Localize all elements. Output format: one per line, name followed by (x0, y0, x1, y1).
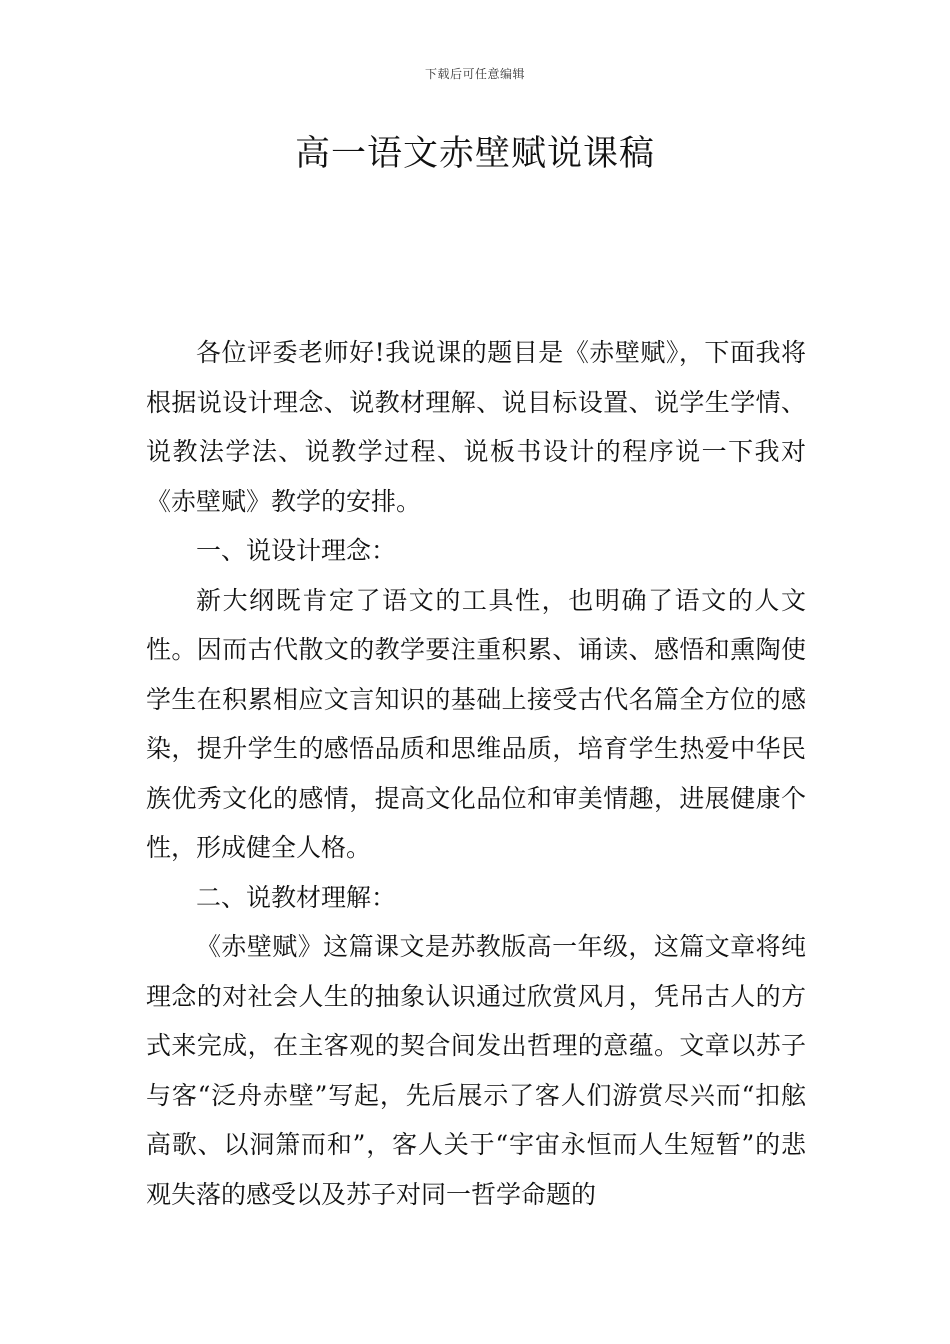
document-body (146, 328, 806, 1219)
document-title: 高一语文赤壁赋说课稿 (294, 134, 655, 174)
section-heading-design-concept: 一、说设计理念： (196, 536, 397, 565)
paragraph-textbook: 《赤壁赋》这篇课文是苏教版高一年级，这篇文章将纯理念的对社会人生的抽象认识通过欣赏风月，凭吊古人的方式来完成，在主客观的契合间发出哲理的意蕴。文章以苏子与客“泛舟赤壁”写起，先后展示了客人们游赏尽兴而“扣舷高歌、以洞箫而和”，客人关于“宇宙永恒而人生短暂”的悲观失落的感受以及苏子对同一哲学命题的 (146, 932, 806, 1209)
paragraph-design-concept: 新大纲既肯定了语文的工具性，也明确了语文的人文性。因而古代散文的教学要注重积累、诵读、感悟和熏陶使学生在积累相应文言知识的基础上接受古代名篇全方位的感染，提升学生的感悟品质和思维品质，培育学生热爱中华民族优秀文化的感情，提高文化品位和审美情趣，进展健康个性，形成健全人格。 (146, 585, 806, 862)
header-note: 下载后可任意编辑 (424, 67, 525, 81)
paragraph-intro: 各位评委老师好!我说课的题目是《赤壁赋》，下面我将根据说设计理念、说教材理解、说目标设置、说学生学情、说教法学法、说教学过程、说板书设计的程序说一下我对《赤壁赋》教学的安排。 (146, 338, 806, 516)
section-heading-textbook: 二、说教材理解： (196, 882, 397, 912)
